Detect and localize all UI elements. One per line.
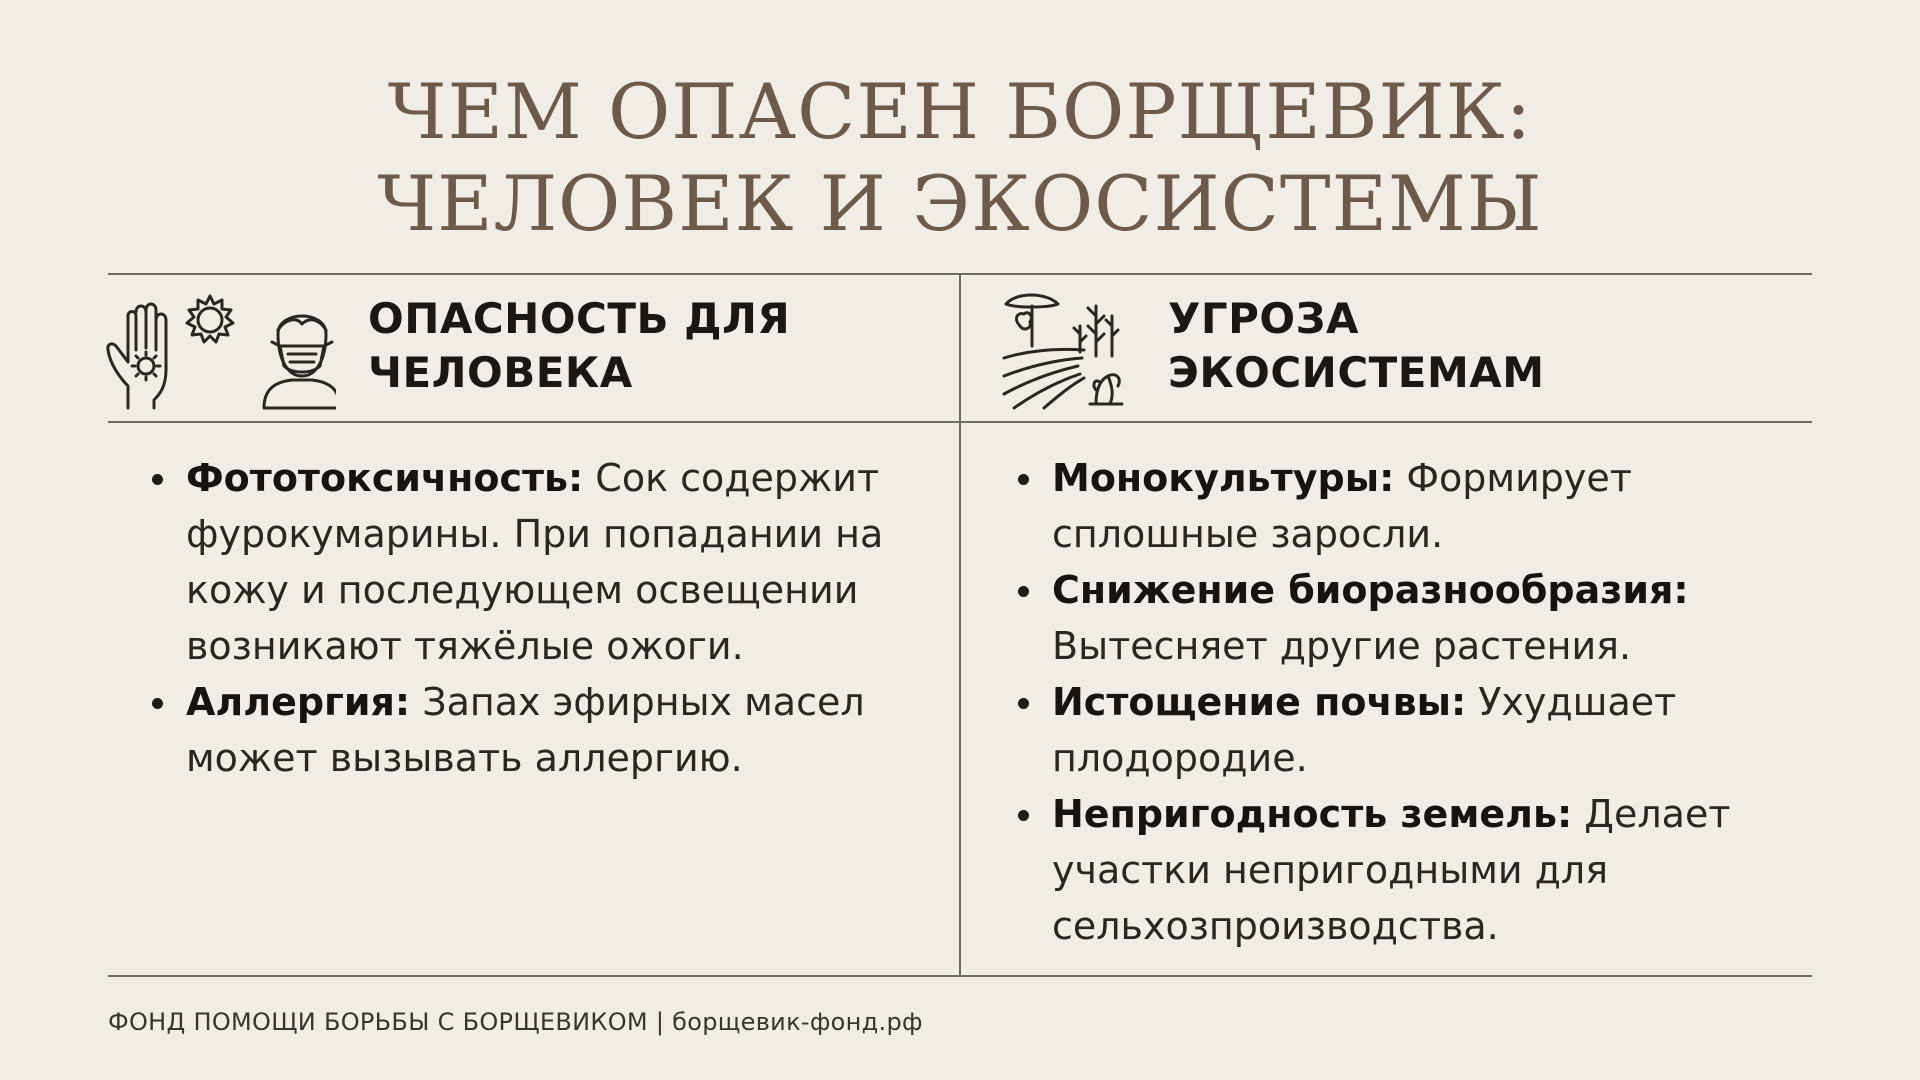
left-heading-line-1: ОПАСНОСТЬ ДЛЯ: [368, 294, 791, 343]
list-item: [1016, 450, 1786, 562]
item-text: Вытесняет другие растения.: [1052, 624, 1632, 668]
right-heading-line-1: УГРОЗА: [1168, 294, 1359, 343]
hand-icon: [108, 304, 166, 408]
bullet-dot: [1018, 810, 1029, 821]
right-icons: [1000, 286, 1126, 410]
item-text: Ухудшает плодородие.: [1052, 680, 1677, 780]
ecosystem-threat-list: [1016, 450, 1786, 954]
sun-icon: [187, 296, 233, 342]
title-line-2: ЧЕЛОВЕК И ЭКОСИСТЕМЫ: [377, 159, 1543, 248]
left-heading-line-2: ЧЕЛОВЕКА: [368, 348, 633, 397]
item-text: Формирует сплошные заросли.: [1052, 456, 1632, 556]
item-term: Фототоксичность:: [186, 456, 584, 500]
bullet-dot: [1018, 474, 1029, 485]
item-term: Монокультуры:: [1052, 456, 1395, 500]
field-landscape-icon: [1004, 295, 1122, 408]
list-item: [150, 674, 930, 786]
column-divider: [959, 274, 961, 976]
title-line-1: ЧЕМ ОПАСЕН БОРЩЕВИК:: [387, 67, 1533, 156]
list-item: [150, 450, 930, 674]
human-danger-list: [150, 450, 930, 786]
left-column-heading: [368, 292, 790, 400]
item-term: Аллергия:: [186, 680, 411, 724]
left-icons: [106, 290, 336, 412]
footer-text: ФОНД ПОМОЩИ БОРЬБЫ С БОРЩЕВИКОМ | борщевик-фонд.рф: [108, 1008, 923, 1036]
bullet-dot: [152, 698, 163, 709]
item-term: Истощение почвы:: [1052, 680, 1467, 724]
item-text: Делает участки непригодными для сельхозпроизводства.: [1052, 792, 1731, 948]
item-term: Снижение биоразнообразия:: [1052, 568, 1689, 612]
item-term: Непригодность земель:: [1052, 792, 1573, 836]
bullet-dot: [1018, 586, 1029, 597]
item-text: Запах эфирных масел может вызывать аллергию.: [186, 680, 865, 780]
right-column-heading: [1168, 292, 1545, 400]
bullet-dot: [1018, 698, 1029, 709]
right-heading-line-2: ЭКОСИСТЕМАМ: [1168, 348, 1545, 397]
person-mask-icon: [264, 316, 336, 408]
list-item: [1016, 562, 1786, 674]
list-item: [1016, 674, 1786, 786]
bullet-dot: [152, 474, 163, 485]
list-item: [1016, 786, 1786, 954]
page-title: [0, 66, 1920, 250]
item-text: Сок содержит фурокумарины. При попадании на кожу и последующем освещении возникают тяжёлые ожоги.: [186, 456, 884, 668]
